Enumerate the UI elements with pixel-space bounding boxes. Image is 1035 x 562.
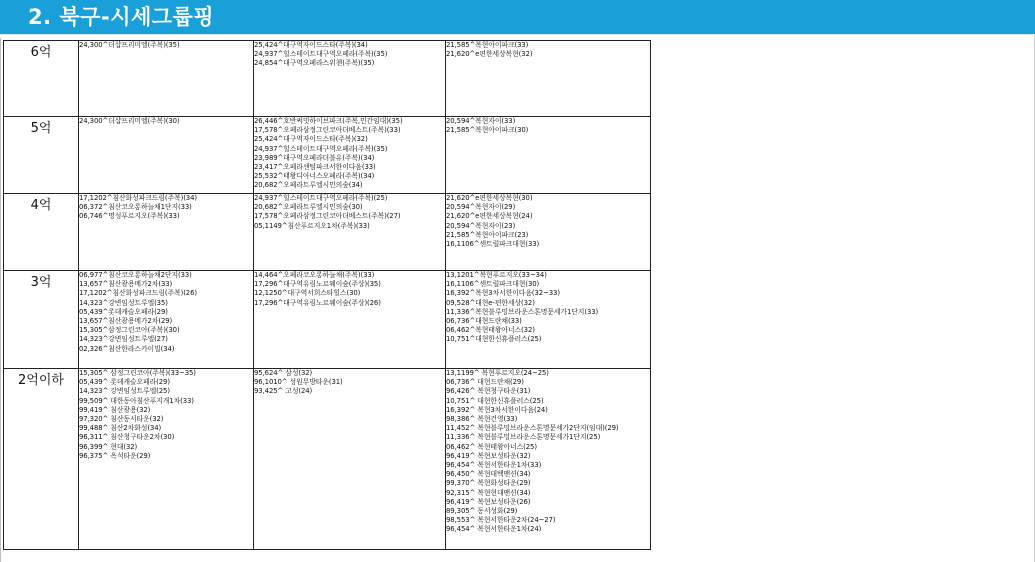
listing-entry: 20,594^복현자이(23)	[446, 221, 516, 230]
listing-entry: 06,736^대현드란채(33)	[446, 317, 522, 326]
listing-entry: 97,320^ 침산동서타운(32)	[79, 415, 164, 424]
listing-entry: 12,1250^대구역서희스타힐스(30)	[254, 289, 361, 298]
listing-entry: 05,439^ 롯데캐슬오페라(29)	[79, 378, 170, 387]
listing-entry: 06,977^침산코오롱하늘채2단지(33)	[79, 271, 192, 279]
price-group-row	[4, 271, 651, 369]
listing-entry: 23,417^오페라센텀파크서한이다음(33)	[254, 163, 376, 172]
listing-entry: 26,446^호반써밋하이브파크(주복,민간임대)(35)	[254, 117, 403, 125]
listing-entry: 24,937^힐스테이트대구역오페라(주복)(25)	[254, 194, 388, 202]
listing-entry: 96,454^ 복현서한타운1차(24)	[446, 525, 542, 534]
price-band-label: 3억	[4, 271, 79, 369]
listing-entry: 23,989^대구역오페라더블유(주복)(34)	[254, 153, 375, 162]
listing-entry: 25,532^태왕디아너스오페라(주복)(34)	[254, 172, 375, 181]
listing-entry: 25,424^대구역자이드스타(주복)(34)	[254, 41, 368, 49]
listing-entry: 24,937^힐스테이트대구역오페라(주복)(35)	[254, 144, 388, 153]
listing-entry: 24,854^대구역오페라스위첸(주복)(35)	[254, 59, 375, 68]
listing-entry: 98,386^ 복현건영(33)	[446, 415, 518, 424]
district-col-c	[446, 271, 651, 369]
district-col-c	[446, 41, 651, 117]
price-group-row	[4, 369, 651, 550]
listing-entry: 17,1202^침산화성파크드림(주복)(34)	[79, 194, 197, 202]
listing-entry: 20,594^복현자이(33)	[446, 117, 516, 125]
price-group-table	[3, 40, 651, 550]
listing-entry: 06,736^ 대현드란채(29)	[446, 378, 524, 387]
listing-entry: 15,305^ 삼정그린코아(주복)(33~35)	[79, 369, 196, 377]
district-col-a	[79, 117, 254, 194]
listing-entry: 13,1201^복현푸르지오(33~34)	[446, 271, 547, 279]
price-band-label: 2억이하	[4, 369, 79, 550]
listing-entry: 92,315^ 복현현대맨션(34)	[446, 488, 531, 497]
district-col-c	[446, 369, 651, 550]
price-band-label: 5억	[4, 117, 79, 194]
listing-entry: 10,751^ 대현한신휴플러스(25)	[446, 396, 544, 405]
listing-entry: 96,1010^ 성원무방타운(31)	[254, 378, 343, 387]
listing-entry: 99,370^ 복현화성타운(29)	[446, 479, 531, 488]
listing-entry: 98,553^ 복현서한타운2차(24~27)	[446, 516, 556, 525]
listing-entry: 05,439^롯데캐슬오페라(29)	[79, 307, 168, 316]
listing-entry: 13,657^침산광용메가2차(29)	[79, 317, 173, 326]
listing-entry: 96,311^ 침산청구타운2차(30)	[79, 433, 175, 442]
listing-entry: 95,624^ 삼성(32)	[254, 369, 313, 377]
listing-entry: 11,336^ 복현블루밍브라운스톤명문세가1단지(25)	[446, 433, 601, 442]
district-col-b	[254, 369, 446, 550]
listing-entry: 89,305^ 동서성화(29)	[446, 507, 518, 516]
listing-entry: 06,462^ 복현태왕아너스(25)	[446, 442, 537, 451]
listing-entry: 14,323^ 강변임성트루엘(25)	[79, 387, 170, 396]
listing-entry: 17,578^오페라삼정그린코아더베스트(주복)(27)	[254, 212, 401, 221]
district-col-b	[254, 41, 446, 117]
listing-entry: 96,450^ 복현대백맨션(34)	[446, 470, 531, 479]
listing-entry: 93,425^ 고성(24)	[254, 387, 313, 396]
district-col-b	[254, 117, 446, 194]
listing-entry: 17,296^대구역유림노르웨이숲(주상)(35)	[254, 280, 381, 289]
listing-entry: 09,528^대현e-편한세상(32)	[446, 298, 535, 307]
listing-entry: 16,1106^센트럴파크대현(33)	[446, 240, 540, 249]
left-margin-line	[0, 38, 1, 562]
listing-entry: 25,424^대구역자이드스타(주복)(32)	[254, 135, 368, 144]
listing-entry: 06,462^복현태왕아너스(32)	[446, 326, 535, 335]
listing-entry: 96,419^ 복현보성타운(32)	[446, 451, 531, 460]
price-group-row	[4, 194, 651, 271]
title-bar	[0, 0, 1035, 35]
price-group-row	[4, 117, 651, 194]
listing-entry: 13,1199^ 복현푸르지오(24~25)	[446, 369, 549, 377]
listing-entry: 14,323^강변임성트루엘(27)	[79, 335, 168, 344]
page-title: 2. 북구-시세그룹핑	[28, 5, 215, 29]
listing-entry: 16,392^ 복현3차서한이다음(24)	[446, 405, 548, 414]
listing-entry: 21,585^복현아이파크(23)	[446, 230, 529, 239]
listing-entry: 02,326^침산한라스카이빌(34)	[79, 344, 175, 353]
listing-entry: 99,488^ 침산2차화성(34)	[79, 424, 162, 433]
listing-entry: 15,305^삼정그린코아(주복)(30)	[79, 326, 180, 335]
listing-entry: 21,585^복현아이파크(30)	[446, 126, 529, 135]
district-col-c	[446, 194, 651, 271]
listing-entry: 11,336^복현블루밍브라운스톤명문세가1단지(33)	[446, 307, 599, 316]
listing-entry: 20,594^복현자이(29)	[446, 203, 516, 212]
listing-entry: 96,419^ 복현보성타운(26)	[446, 497, 531, 506]
listing-entry: 10,751^대현한신휴플러스(25)	[446, 335, 542, 344]
district-col-a	[79, 369, 254, 550]
listing-entry: 13,657^침산광용메가2차(33)	[79, 280, 173, 289]
district-col-b	[254, 194, 446, 271]
listing-entry: 99,509^ 대한동아침산푸지개1차(33)	[79, 396, 194, 405]
listing-entry: 20,682^오페라트루엘시민의숲(30)	[254, 203, 363, 212]
listing-entry: 11,452^ 복현블루밍브라운스톤명문세가2단지(임대)(29)	[446, 424, 619, 433]
listing-entry: 16,1106^센트럴파크대현(30)	[446, 280, 540, 289]
listing-entry: 21,620^e편한세상복현(24)	[446, 212, 533, 221]
listing-entry: 05,1149^침산푸르지오1차(주복)(33)	[254, 221, 370, 230]
listing-entry: 17,296^대구역유림노르웨이숲(주상)(26)	[254, 298, 381, 307]
district-col-a	[79, 271, 254, 369]
listing-entry: 24,300^더샵프리미엘(주복)(30)	[79, 117, 180, 125]
listing-entry: 24,937^힐스테이트대구역오페라(주복)(35)	[254, 50, 388, 59]
listing-entry: 14,464^오페라코오롱하늘채(주복)(33)	[254, 271, 375, 279]
listing-entry: 06,372^침산코오롱하늘채1단지(33)	[79, 203, 192, 212]
listing-entry: 21,620^e편한세상복현(30)	[446, 194, 533, 202]
listing-entry: 14,323^강변임성트루엘(35)	[79, 298, 168, 307]
listing-entry: 06,746^명성푸르지오(주복)(33)	[79, 212, 180, 221]
listing-entry: 21,620^e편한세상복현(32)	[446, 50, 533, 59]
listing-entry: 96,454^ 복현서한타운1차(33)	[446, 461, 542, 470]
price-band-label: 6억	[4, 41, 79, 117]
district-col-a	[79, 41, 254, 117]
price-group-row	[4, 41, 651, 117]
listing-entry: 17,1202^침산화성파크드림(주복)(26)	[79, 289, 197, 298]
listing-entry: 96,426^ 복현청구타운(31)	[446, 387, 531, 396]
listing-entry: 96,399^ 현대(32)	[79, 442, 138, 451]
district-col-a	[79, 194, 254, 271]
price-band-label: 4억	[4, 194, 79, 271]
listing-entry: 24,300^더샵프리미엘(주복)(35)	[79, 41, 180, 49]
listing-entry: 99,419^ 침산광용(32)	[79, 405, 151, 414]
listing-entry: 96,375^ 옥석타운(29)	[79, 451, 151, 460]
listing-entry: 21,585^복현아이파크(33)	[446, 41, 529, 49]
listing-entry: 17,578^오페라삼정그린코아더베스트(주복)(33)	[254, 126, 401, 135]
listing-entry: 16,392^복현3차서한이다음(32~33)	[446, 289, 560, 298]
listing-entry: 20,682^오페라트루엘시민의숲(34)	[254, 181, 363, 190]
district-col-c	[446, 117, 651, 194]
district-col-b	[254, 271, 446, 369]
